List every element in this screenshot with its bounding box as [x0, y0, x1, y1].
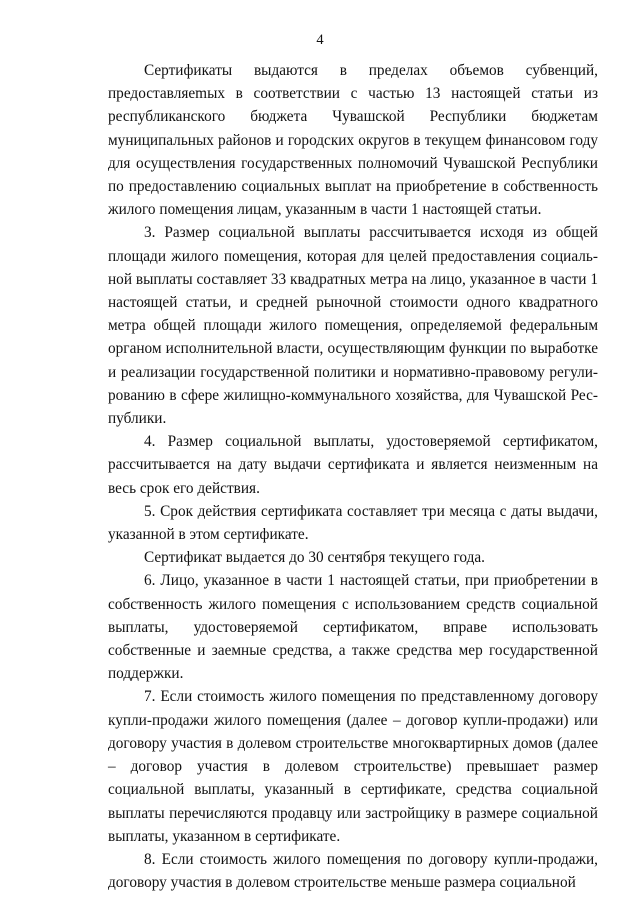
- paragraph-6-own-funds: 6. Лицо, указанное в части 1 настоящей статьи, при приобретении в собственность жилого помещения с использованием средств социальной выплаты, удостоверяемой сертификатом, вправе использовать собственные и заемные средства, а также средства мер государственной поддержки.: [108, 572, 598, 683]
- paragraph-issue-deadline: Сертификат выдается до 30 сентября текущего года.: [144, 549, 485, 567]
- paragraph-8-price-less: 8. Если стоимость жилого помещения по договору купли-продажи, договору участия в долевом строительстве меньше размера социальной: [108, 850, 598, 892]
- paragraph-7-price-exceeds: 7. Если стоимость жилого помещения по представленному договору купли-продажи жилого помещения (далее – договор купли-продажи) или договору участия в долевом строительстве многоквартирных домов (далее – договор участия в долевом строительстве) превышает размер социальной выплаты, указанный в сертификате, средства социальной выплаты перечисляются продавцу или застройщику в размере социальной выплаты, указанном в сертификате.: [108, 688, 598, 845]
- page-number: 4: [316, 32, 324, 48]
- document-body: [108, 59, 598, 894]
- paragraph-certificates-limits: Сертификаты выдаются в пределах объемов субвенций, предоставляеmых в соответствии с частью 13 настоящей статьи из республиканского бюджета Чувашской Республики бюджетам муниципальных районов и городских округов в текущем финансовом году для осуществления государственных полномочий Чувашской Республики по предоставлению социальных выплат на приобретение в собственность жилого помещения лицам, указанным в части 1 настоящей статьи.: [108, 62, 598, 219]
- paragraph-4-payment-date: 4. Размер социальной выплаты, удостоверяемой сертификатом, рассчитывается на дату выдачи сертификата и является неизменным на весь срок его действия.: [108, 433, 598, 497]
- paragraph-3-payment-size: 3. Размер социальной выплаты рассчитывается исходя из общей площади жилого помещения, которая для целей предоставления социальной выплаты составляет 33 квадратных метра на лицо, указанное в части 1 настоящей статьи, и средней рыночной стоимости одного квадратного метра общей площади жилого помещения, определяемой федеральным органом исполнительной власти, осуществляющим функции по выработке и реализации государственной политики и нормативно-правовому регулированию в сфере жилищно-коммунального хозяйства, для Чувашской Республики.: [108, 224, 598, 428]
- paragraph-5-validity-period: 5. Срок действия сертификата составляет три месяца с даты выдачи, указанной в этом сертификате.: [108, 502, 598, 544]
